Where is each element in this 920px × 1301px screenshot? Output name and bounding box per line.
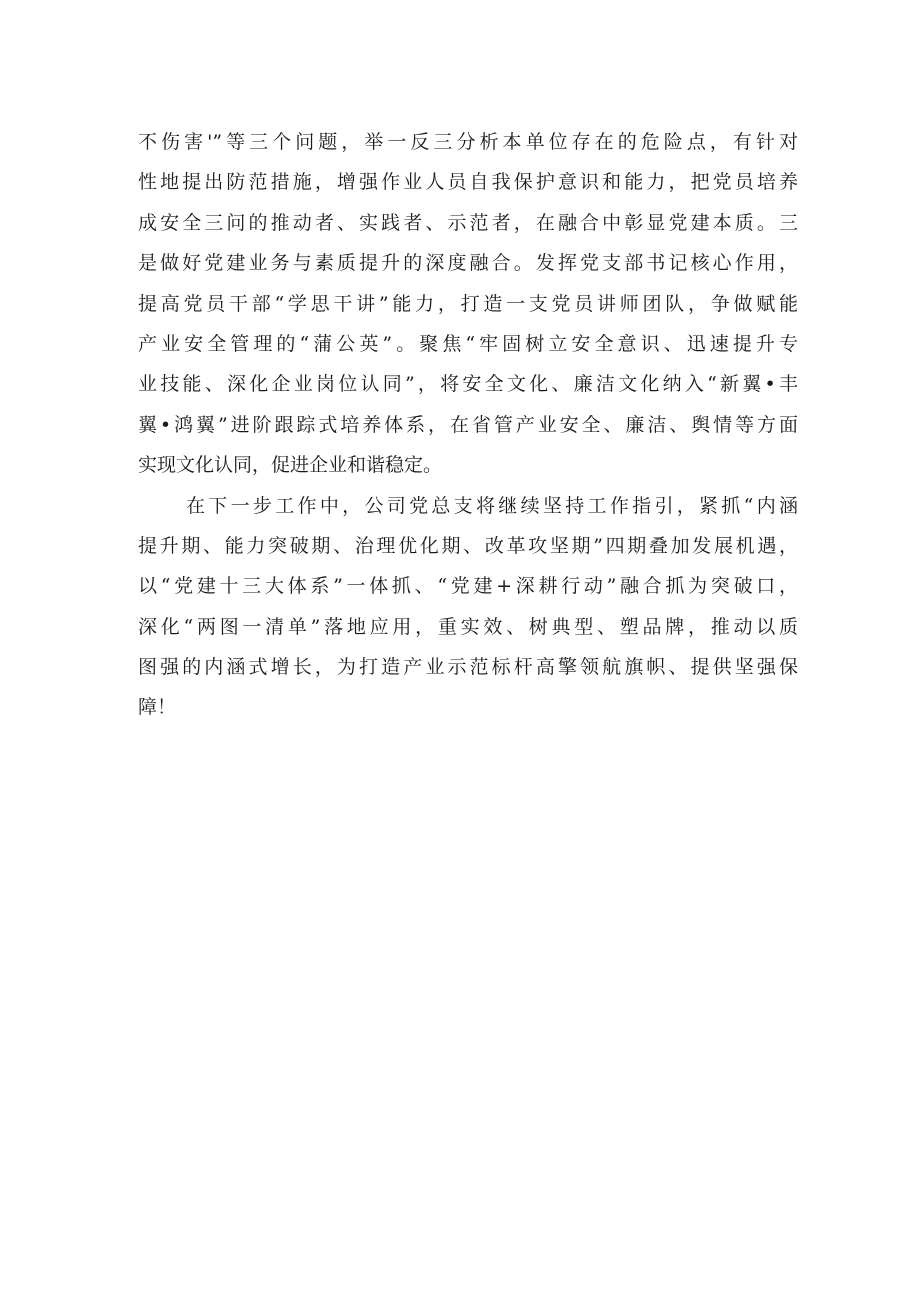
paragraph-1 (138, 122, 798, 486)
document-body (138, 122, 798, 728)
text-line: 图强的内涵式增长，为打造产业示范标杆高擎领航旗帜、提供坚强保 (138, 656, 798, 679)
text-line: 实现文化认同，促进企业和谐稳定。 (138, 454, 443, 477)
text-line: 产业安全管理的“蒲公英”。聚焦“牢固树立安全意识、迅速提升专 (138, 332, 798, 355)
text-line: 提高党员干部“学思干讲”能力，打造一支党员讲师团队，争做赋能 (138, 292, 798, 315)
text-line: 成安全三问的推动者、实践者、示范者，在融合中彰显党建本质。三 (138, 211, 798, 234)
text-line: 在下一步工作中，公司党总支将继续坚持工作指引，紧抓“内涵 (186, 494, 798, 517)
text-line: 深化“两图一清单”落地应用，重实效、树典型、塑品牌，推动以质 (138, 615, 798, 638)
text-line: 障！ (138, 696, 177, 719)
text-line: 提升期、能力突破期、治理优化期、改革攻坚期”四期叠加发展机遇， (138, 534, 798, 557)
text-line: 不伤害'”等三个问题，举一反三分析本单位存在的危险点，有针对 (138, 131, 798, 153)
text-line: 是做好党建业务与素质提升的深度融合。发挥党支部书记核心作用， (138, 252, 798, 275)
paragraph-2 (138, 486, 798, 728)
text-line: 翼•鸿翼”进阶跟踪式培养体系，在省管产业安全、廉洁、舆情等方面 (138, 413, 798, 436)
text-line: 业技能、深化企业岗位认同”，将安全文化、廉洁文化纳入“新翼•丰 (138, 373, 798, 396)
text-line: 以“党建十三大体系”一体抓、“党建+深耕行动”融合抓为突破口， (138, 575, 798, 598)
text-line: 性地提出防范措施，增强作业人员自我保护意识和能力，把党员培养 (138, 171, 798, 194)
